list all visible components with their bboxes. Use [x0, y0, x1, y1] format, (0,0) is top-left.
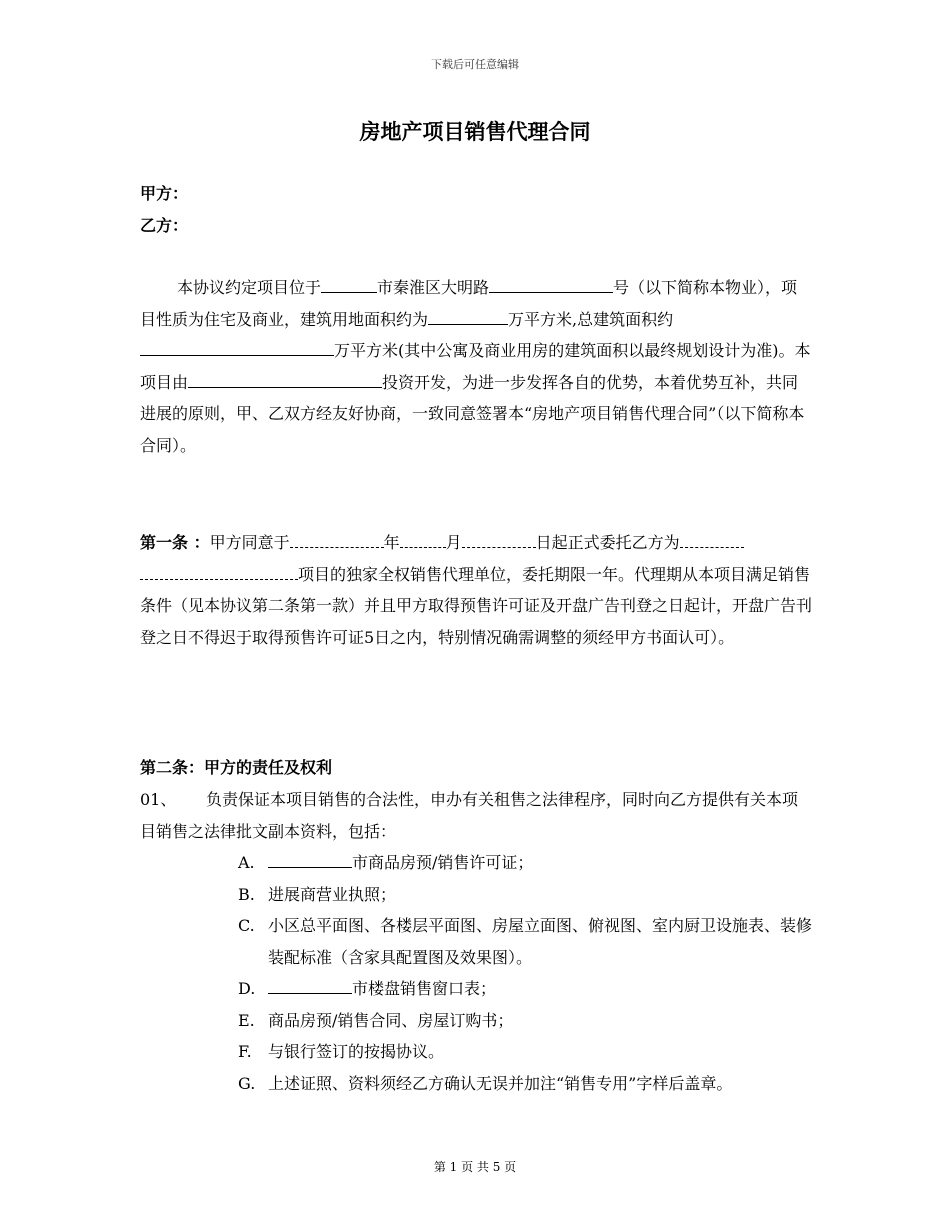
list-item: [238, 973, 818, 1005]
list-item: [238, 910, 818, 973]
land-area-blank: [428, 308, 508, 325]
project-name-blank-2: [140, 563, 298, 580]
list-item-label: D.: [238, 979, 256, 998]
clause-01-text: 负责保证本项目销售的合法性，申办有关租售之法律程序，同时向乙方提供有关本项目销售之法律批文副本资料，包括：: [140, 790, 799, 841]
document-title: 房地产项目销售代理合同: [359, 119, 591, 144]
party-b-label: 乙方：: [140, 216, 189, 235]
page-header: 下载后可任意编辑: [431, 58, 519, 71]
list-item-label: C.: [238, 916, 255, 935]
article-1-paragraph: [140, 527, 812, 653]
party-a-label: 甲方：: [140, 184, 189, 203]
list-item-label: A.: [238, 853, 255, 872]
list-item: [238, 1005, 818, 1037]
article-1-text-2: 年: [383, 533, 400, 552]
list-item-text: 上述证照、资料须经乙方确认无误并加注“销售专用”字样后盖章。: [268, 1073, 733, 1093]
page-footer: 第 1 页 共 5 页: [433, 1160, 517, 1174]
list-item-text: 商品房预/销售合同、房屋订购书；: [268, 1010, 514, 1030]
article-1-text-5: 项目的独家全权销售代理单位，委托期限一年。代理期从本项目满足销售条件（见本协议第二条第一款）并且甲方取得预售许可证及开盘广告刊登之日起计，开盘广告刊登之日不得迟于取得预售许可证5日之内，特别情况确需调整的须经甲方书面认可）。: [140, 564, 813, 647]
start-month-blank: [400, 531, 446, 548]
project-name-blank-1: [680, 531, 744, 548]
list-item-label: E.: [238, 1010, 255, 1030]
intro-text-2: 市秦淮区大明路: [377, 278, 490, 297]
start-year-blank: [290, 531, 384, 548]
developer-blank: [188, 371, 382, 388]
intro-paragraph: [140, 272, 812, 461]
clause-01-number: 01、: [140, 790, 177, 809]
list-item-label: B.: [238, 884, 255, 904]
intro-text-4: 万平方米,总建筑面积约: [508, 309, 674, 329]
list-item: [238, 1068, 818, 1100]
list-item-text: 与银行签订的按揭协议。: [268, 1042, 445, 1061]
article-1-text-4: 日起正式委托乙方为: [535, 533, 680, 552]
list-item-text: 市商品房预/销售许可证；: [352, 853, 534, 872]
intro-text-1: 本协议约定项目位于: [177, 278, 322, 297]
list-item: [238, 1036, 818, 1068]
location-city-blank: [321, 276, 377, 293]
street-number-blank: [489, 276, 613, 293]
list-item-text: 市楼盘销售窗口表；: [352, 979, 497, 998]
list-item-label: G.: [238, 1073, 256, 1093]
article-1-text-3: 月: [445, 533, 462, 552]
article-1-text-1: 甲方同意于: [209, 533, 290, 552]
clause-01: [140, 784, 812, 847]
list-item: [238, 879, 818, 911]
list-item-text: 进展商营业执照；: [268, 884, 397, 904]
intro-text-6: 投资开发，为进一步发挥各自的优势，本着优势互补，共同进展的原则，甲、乙双方经友好协商，一致同意签署本“房地产项目销售代理合同”（以下简称本合同）。: [140, 372, 805, 455]
city-blank: [268, 977, 352, 994]
start-day-blank: [462, 531, 536, 548]
document-list: [238, 847, 818, 1099]
article-2-heading: 第二条：甲方的责任及权利: [140, 758, 333, 777]
city-blank: [268, 851, 352, 868]
article-1-heading: 第一条 ：: [140, 533, 210, 552]
intro-text-5: 万平方米(其中公寓及商业用房的建筑面积以最终规划设计为准)。本项目由: [140, 341, 811, 392]
list-item-text: 小区总平面图、各楼层平面图、房屋立面图、俯视图、室内厨卫设施表、装修装配标准（含家具配置图及效果图）。: [268, 916, 813, 967]
list-item-label: F.: [238, 1042, 252, 1061]
intro-text-3: 号（以下简称本物业），项目性质为住宅及商业，建筑用地面积约为: [140, 278, 798, 329]
list-item: [238, 847, 818, 879]
total-area-blank: [140, 339, 334, 356]
